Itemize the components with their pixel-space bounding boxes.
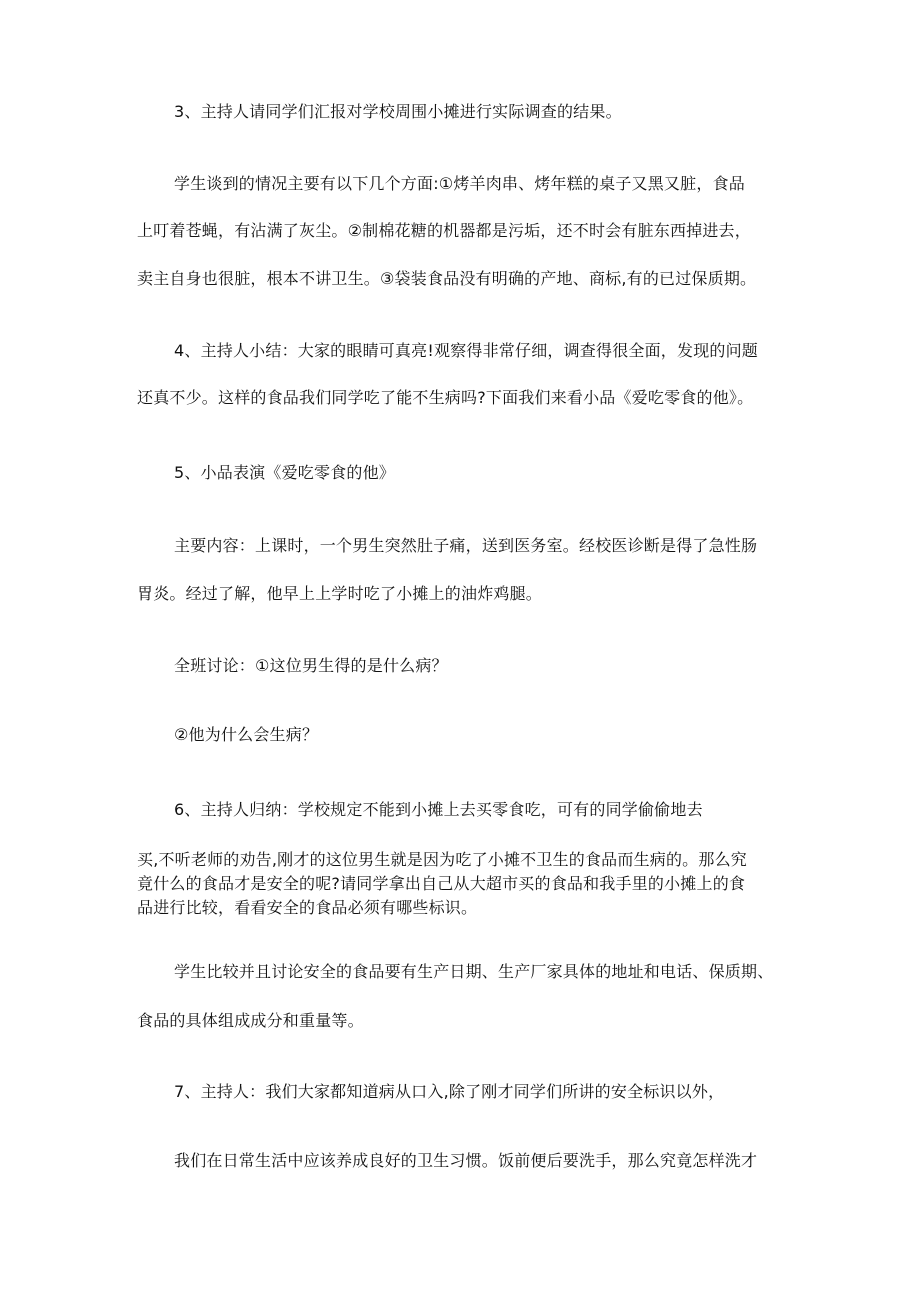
paragraph-item-7-line-1: 7、主持人：我们大家都知道病从口入,除了刚才同学们所讲的安全标识以外， xyxy=(174,1082,725,1101)
paragraph-item-5: 5、小品表演《爱吃零食的他》 xyxy=(174,463,395,482)
paragraph-item-6-line-3: 竟什么的食品才是安全的呢?请同学拿出自己从大超市买的食品和我手里的小摊上的食 xyxy=(137,874,746,893)
paragraph-item-6-line-1: 6、主持人归纳：学校规定不能到小摊上去买零食吃，可有的同学偷偷地去 xyxy=(174,800,703,819)
paragraph-main-content-line-2: 胃炎。经过了解，他早上上学时吃了小摊上的油炸鸡腿。 xyxy=(137,584,543,603)
paragraph-class-discussion-2: ②他为什么会生病？ xyxy=(174,725,319,744)
paragraph-student-findings-line-1: 学生谈到的情况主要有以下几个方面:①烤羊肉串、烤年糕的桌子又黑又脏，食品 xyxy=(174,174,745,193)
paragraph-item-4-line-1: 4、主持人小结：大家的眼睛可真亮!观察得非常仔细，调查得很全面，发现的问题 xyxy=(174,341,758,360)
paragraph-item-3: 3、主持人请同学们汇报对学校周围小摊进行实际调查的结果。 xyxy=(174,102,622,121)
paragraph-item-4-line-2: 还真不少。这样的食品我们同学吃了能不生病吗?下面我们来看小品《爱吃零食的他》。 xyxy=(137,388,754,407)
paragraph-item-6-line-4: 品进行比较，看看安全的食品必须有哪些标识。 xyxy=(137,898,478,917)
paragraph-class-discussion-1: 全班讨论：①这位男生得的是什么病？ xyxy=(174,656,448,675)
paragraph-safety-labels-line-2: 食品的具体组成成分和重量等。 xyxy=(137,1011,364,1030)
paragraph-main-content-line-1: 主要内容：上课时，一个男生突然肚子痛，送到医务室。经校医诊断是得了急性肠 xyxy=(174,536,758,555)
paragraph-student-findings-line-3: 卖主自身也很脏，根本不讲卫生。③袋装食品没有明确的产地、商标,有的已过保质期。 xyxy=(137,269,757,288)
paragraph-student-findings-line-2: 上叮着苍蝇，有沾满了灰尘。②制棉花糖的机器都是污垢，还不时会有脏东西掉进去， xyxy=(137,221,751,240)
paragraph-item-7-line-2: 我们在日常生活中应该养成良好的卫生习惯。饭前便后要洗手，那么究竟怎样洗才 xyxy=(174,1151,758,1170)
paragraph-item-6-line-2: 买,不听老师的劝告,刚才的这位男生就是因为吃了小摊不卫生的食品而生病的。那么究 xyxy=(137,850,747,869)
paragraph-safety-labels-line-1: 学生比较并且讨论安全的食品要有生产日期、生产厂家具体的地址和电话、保质期、 xyxy=(174,962,774,981)
